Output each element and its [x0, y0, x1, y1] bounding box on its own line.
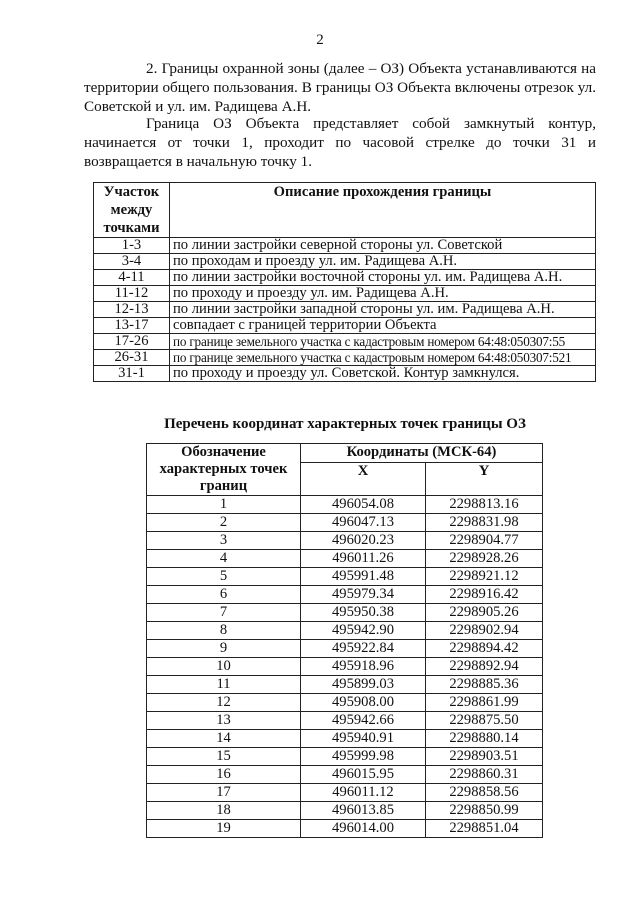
- segment-cell: 3-4: [94, 254, 170, 270]
- y-cell: 2298892.94: [426, 658, 543, 676]
- table-row: [147, 658, 543, 676]
- table-header-row: [147, 444, 543, 463]
- y-cell: 2298850.99: [426, 802, 543, 820]
- point-cell: 3: [147, 532, 301, 550]
- y-cell: 2298905.26: [426, 604, 543, 622]
- y-cell: 2298916.42: [426, 586, 543, 604]
- y-cell: 2298861.99: [426, 694, 543, 712]
- segment-cell: 11-12: [94, 286, 170, 302]
- description-cell: по линии застройки западной стороны ул. им. Радищева А.Н.: [170, 302, 596, 318]
- point-cell: 13: [147, 712, 301, 730]
- table-row: [147, 586, 543, 604]
- header-point: Обозначение характерных точек границ: [147, 444, 301, 496]
- y-cell: 2298851.04: [426, 820, 543, 838]
- point-cell: 10: [147, 658, 301, 676]
- point-cell: 6: [147, 586, 301, 604]
- description-cell: по границе земельного участка с кадастровым номером 64:48:050307:55: [170, 334, 596, 350]
- point-cell: 11: [147, 676, 301, 694]
- table-row: [94, 254, 596, 270]
- table-row: [94, 366, 596, 382]
- y-cell: 2298831.98: [426, 514, 543, 532]
- table-row: [147, 730, 543, 748]
- table-row: [94, 286, 596, 302]
- table-row: [94, 302, 596, 318]
- point-cell: 16: [147, 766, 301, 784]
- table-row: [147, 532, 543, 550]
- paragraph-boundaries: 2. Границы охранной зоны (далее – ОЗ) Объекта устанавливаются на территории общего пользования. В границы ОЗ Объекта включены отрезок ул. Советской и ул. им. Радищева А.Н.: [84, 60, 596, 115]
- y-cell: 2298902.94: [426, 622, 543, 640]
- point-cell: 19: [147, 820, 301, 838]
- x-cell: 495979.34: [301, 586, 426, 604]
- table-row: [147, 694, 543, 712]
- table-row: [147, 748, 543, 766]
- table-row: [94, 350, 596, 366]
- x-cell: 496014.00: [301, 820, 426, 838]
- table-row: [147, 550, 543, 568]
- header-coordinates: Координаты (МСК-64): [301, 444, 543, 463]
- table-row: [147, 712, 543, 730]
- segment-cell: 4-11: [94, 270, 170, 286]
- y-cell: 2298894.42: [426, 640, 543, 658]
- point-cell: 12: [147, 694, 301, 712]
- table-row: [147, 640, 543, 658]
- table-row: [147, 604, 543, 622]
- x-cell: 495899.03: [301, 676, 426, 694]
- x-cell: 495999.98: [301, 748, 426, 766]
- y-cell: 2298921.12: [426, 568, 543, 586]
- point-cell: 5: [147, 568, 301, 586]
- segment-cell: 1-3: [94, 238, 170, 254]
- description-cell: по линии застройки восточной стороны ул. им. Радищева А.Н.: [170, 270, 596, 286]
- point-cell: 1: [147, 496, 301, 514]
- table-row: [94, 318, 596, 334]
- table-header-row: [94, 183, 596, 238]
- x-cell: 495940.91: [301, 730, 426, 748]
- x-cell: 495908.00: [301, 694, 426, 712]
- table-row: [94, 238, 596, 254]
- header-x: X: [301, 463, 426, 496]
- point-cell: 18: [147, 802, 301, 820]
- description-cell: по проходам и проезду ул. им. Радищева А.Н.: [170, 254, 596, 270]
- point-cell: 15: [147, 748, 301, 766]
- x-cell: 495918.96: [301, 658, 426, 676]
- point-cell: 8: [147, 622, 301, 640]
- table-row: [147, 820, 543, 838]
- y-cell: 2298885.36: [426, 676, 543, 694]
- description-cell: по проходу и проезду ул. Советской. Контур замкнулся.: [170, 366, 596, 382]
- paragraph-contour: Граница ОЗ Объекта представляет собой замкнутый контур, начинается от точки 1, проходит по часовой стрелке до точки 31 и возвращается в начальную точку 1.: [84, 115, 596, 170]
- x-cell: 495991.48: [301, 568, 426, 586]
- description-cell: совпадает с границей территории Объекта: [170, 318, 596, 334]
- y-cell: 2298880.14: [426, 730, 543, 748]
- segment-cell: 26-31: [94, 350, 170, 366]
- point-cell: 2: [147, 514, 301, 532]
- x-cell: 496013.85: [301, 802, 426, 820]
- table-row: [147, 766, 543, 784]
- table-row: [147, 784, 543, 802]
- coordinates-title: Перечень координат характерных точек границы ОЗ: [164, 416, 526, 432]
- table-row: [147, 802, 543, 820]
- point-cell: 7: [147, 604, 301, 622]
- segment-cell: 17-26: [94, 334, 170, 350]
- y-cell: 2298903.51: [426, 748, 543, 766]
- header-segment: Участок между точками: [94, 183, 170, 238]
- table-row: [147, 568, 543, 586]
- x-cell: 496011.12: [301, 784, 426, 802]
- segment-cell: 31-1: [94, 366, 170, 382]
- header-y: Y: [426, 463, 543, 496]
- table-row: [147, 514, 543, 532]
- description-cell: по линии застройки северной стороны ул. Советской: [170, 238, 596, 254]
- x-cell: 496020.23: [301, 532, 426, 550]
- description-cell: по проходу и проезду ул. им. Радищева А.Н.: [170, 286, 596, 302]
- point-cell: 4: [147, 550, 301, 568]
- table-row: [147, 622, 543, 640]
- point-cell: 9: [147, 640, 301, 658]
- page-number: 2: [316, 32, 324, 48]
- table-row: [94, 270, 596, 286]
- x-cell: 496047.13: [301, 514, 426, 532]
- x-cell: 495950.38: [301, 604, 426, 622]
- table-row: [147, 676, 543, 694]
- y-cell: 2298860.31: [426, 766, 543, 784]
- description-cell: по границе земельного участка с кадастровым номером 64:48:050307:521: [170, 350, 596, 366]
- y-cell: 2298813.16: [426, 496, 543, 514]
- y-cell: 2298875.50: [426, 712, 543, 730]
- x-cell: 495942.66: [301, 712, 426, 730]
- table-row: [147, 496, 543, 514]
- x-cell: 496011.26: [301, 550, 426, 568]
- y-cell: 2298904.77: [426, 532, 543, 550]
- point-cell: 17: [147, 784, 301, 802]
- coordinates-table: [146, 443, 543, 838]
- segment-cell: 12-13: [94, 302, 170, 318]
- y-cell: 2298858.56: [426, 784, 543, 802]
- header-description: Описание прохождения границы: [170, 183, 596, 238]
- boundary-description-table: [93, 182, 596, 382]
- y-cell: 2298928.26: [426, 550, 543, 568]
- point-cell: 14: [147, 730, 301, 748]
- table-row: [94, 334, 596, 350]
- segment-cell: 13-17: [94, 318, 170, 334]
- x-cell: 495922.84: [301, 640, 426, 658]
- x-cell: 495942.90: [301, 622, 426, 640]
- x-cell: 496015.95: [301, 766, 426, 784]
- x-cell: 496054.08: [301, 496, 426, 514]
